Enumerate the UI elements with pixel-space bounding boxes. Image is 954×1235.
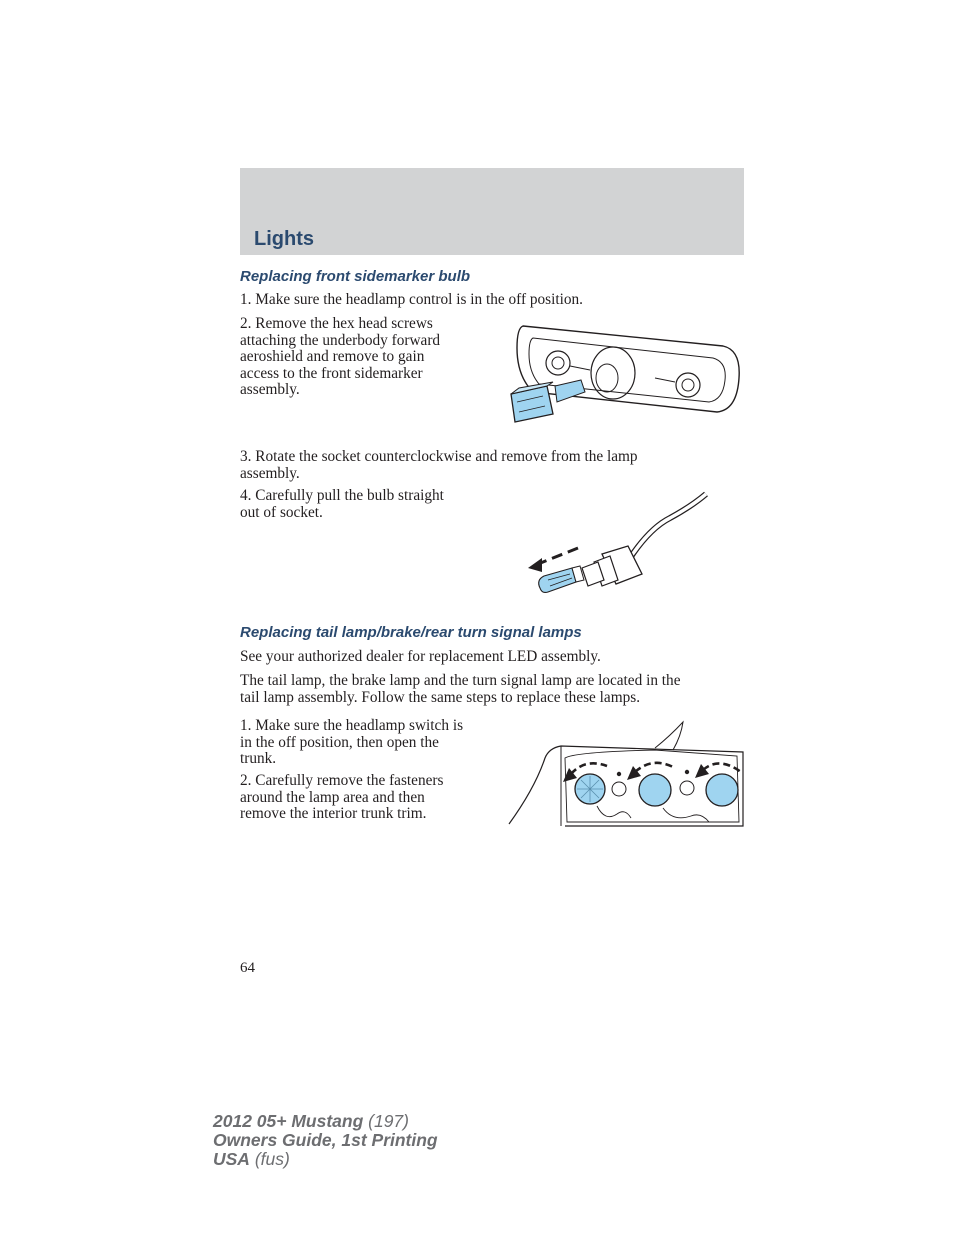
taillamp-location-note: [240, 673, 680, 706]
bulb-removal-illustration: [510, 488, 720, 608]
footer-guide-edition: Owners Guide, 1st Printing: [213, 1130, 438, 1150]
sidemarker-step-4: [240, 488, 444, 521]
section-title: Lights: [254, 228, 314, 250]
text-line: aeroshield and remove to gain: [240, 348, 425, 366]
taillamp-dealer-note: See your authorized dealer for replacement LED assembly.: [240, 648, 601, 665]
text-line: tail lamp assembly. Follow the same steps to replace these lamps.: [240, 688, 641, 706]
text-line: 4. Carefully pull the bulb straight: [240, 487, 444, 504]
taillamp-step-1: [240, 718, 463, 768]
text-line: around the lamp area and then: [240, 788, 425, 806]
text-line: access to the front sidemarker: [240, 364, 423, 382]
footer-model: 2012 05+ Mustang: [213, 1111, 364, 1131]
taillamp-heading: Replacing tail lamp/brake/rear turn signal lamps: [240, 624, 582, 641]
section-header-band: [240, 168, 744, 255]
footer-line-1: [213, 1112, 438, 1131]
text-line: 3. Rotate the socket counterclockwise and remove from the lamp: [240, 448, 638, 465]
text-line: 2. Carefully remove the fasteners: [240, 772, 444, 789]
text-line: remove the interior trunk trim.: [240, 805, 427, 823]
sidemarker-step-1: 1. Make sure the headlamp control is in the off position.: [240, 291, 583, 308]
sidemarker-step-2: [240, 316, 440, 399]
sidemarker-heading: Replacing front sidemarker bulb: [240, 268, 471, 285]
text-line: in the off position, then open the: [240, 733, 439, 751]
footer-line-2: [213, 1131, 438, 1150]
text-line: 2. Remove the hex head screws: [240, 315, 433, 332]
footer-model-code: (197): [363, 1111, 409, 1131]
taillamp-step-2: [240, 773, 443, 823]
text-line: out of socket.: [240, 503, 323, 521]
text-line: trunk.: [240, 750, 277, 768]
sidemarker-step-3: [240, 449, 638, 482]
text-line: The tail lamp, the brake lamp and the turn signal lamp are located in the: [240, 672, 681, 689]
text-line: attaching the underbody forward: [240, 331, 441, 349]
text-line: assembly.: [240, 381, 300, 399]
footer-market: USA: [213, 1149, 250, 1169]
page-number: 64: [240, 960, 255, 976]
text-line: assembly.: [240, 464, 300, 482]
document-footer: [213, 1112, 438, 1169]
tail-lamp-assembly-illustration: [505, 718, 750, 830]
sidemarker-assembly-illustration: [495, 318, 745, 428]
footer-line-3: [213, 1150, 438, 1169]
footer-market-code: (fus): [249, 1149, 290, 1169]
text-line: 1. Make sure the headlamp switch is: [240, 717, 464, 734]
